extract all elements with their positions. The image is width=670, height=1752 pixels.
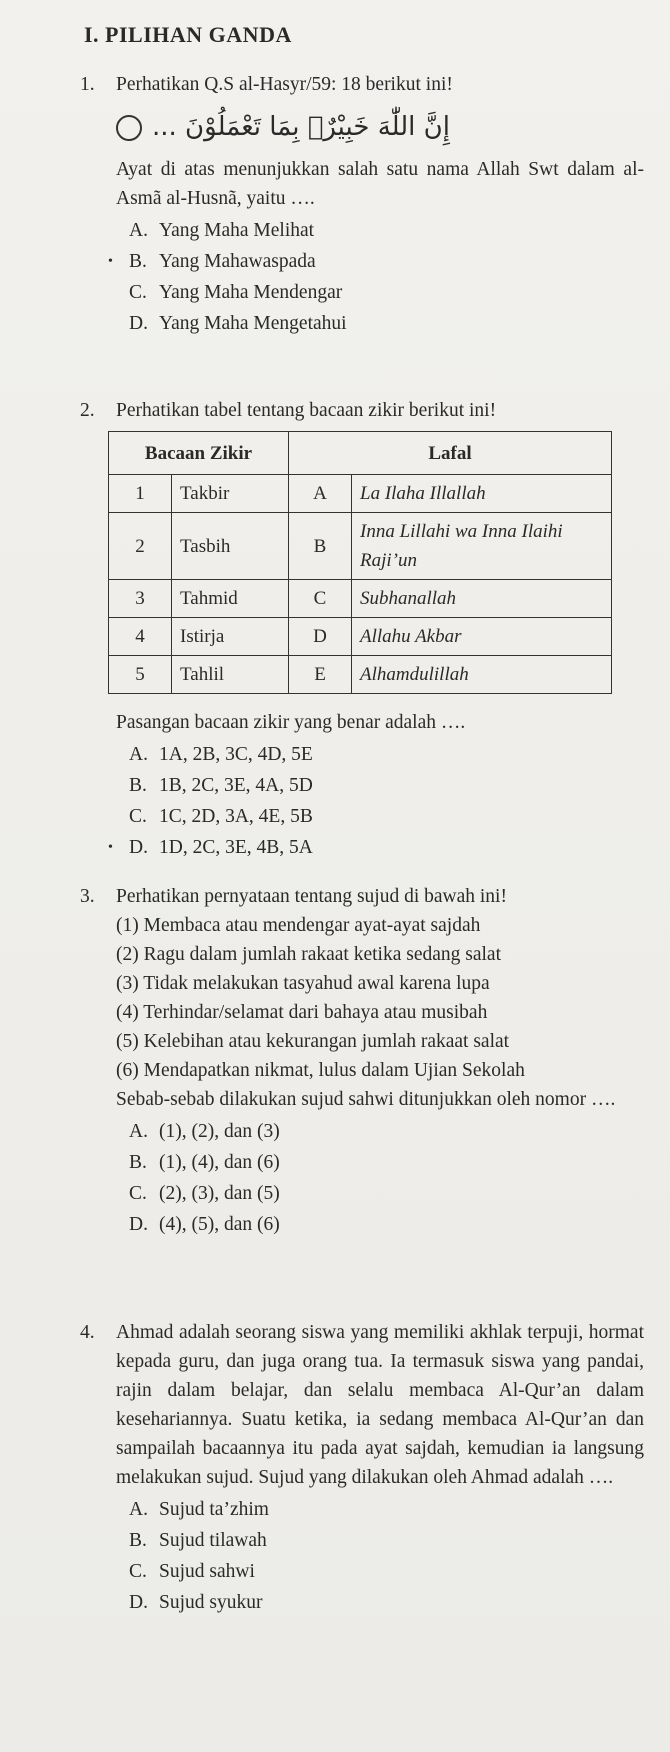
question-text: Perhatikan Q.S al-Hasyr/59: 18 berikut ini! [116,74,453,95]
option-d[interactable]: • D. 1D, 2C, 3E, 4B, 5A [116,832,644,863]
options-list [116,1116,644,1240]
option-d[interactable]: D. Sujud syukur [129,1592,263,1613]
statement-item: (5) Kelebihan atau kekurangan jumlah rakaat salat [116,1031,510,1052]
option-c[interactable]: C. 1C, 2D, 3A, 4E, 5B [129,806,313,827]
question-prompt: Sebab-sebab dilakukan sujud sahwi ditunjukkan oleh nomor …. [116,1089,616,1110]
option-c[interactable]: C. Yang Maha Mendengar [129,282,343,303]
option-b[interactable]: B. (1), (4), dan (6) [129,1152,280,1173]
statement-item: (3) Tidak melakukan tasyahud awal karena lupa [116,973,490,994]
table-row: 3 Tahmid C Subhanallah [109,580,612,618]
zikir-table [108,431,612,694]
option-a[interactable]: A. 1A, 2B, 3C, 4D, 5E [129,744,313,765]
arabic-verse [116,99,644,155]
table-header: Lafal [289,432,612,475]
section-title: I. PILIHAN GANDA [84,22,292,47]
option-c[interactable]: C. (2), (3), dan (5) [129,1183,280,1204]
statement-item: (2) Ragu dalam jumlah rakaat ketika sedang salat [116,944,501,965]
option-b[interactable]: B. 1B, 2C, 3E, 4A, 5D [129,775,313,796]
answer-mark-icon: • [108,254,113,269]
table-header-row [109,432,612,475]
options-list [108,739,644,863]
question-text: Ahmad adalah seorang siswa yang memiliki akhlak terpuji, hormat kepada guru, dan juga orang tua. Ia termasuk siswa yang pandai, rajin dalam belajar, dan selalu membaca Al-Qur’an dalam kesehariannya. Suatu ketika, ia sedang membaca Al-Qur’an dan sampailah bacaannya itu pada ayat sajdah, kemudian ia langsung melakukan sujud. Sujud yang dilakukan oleh Ahmad adalah …. [116,1322,644,1488]
statement-item: (4) Terhindar/selamat dari bahaya atau musibah [116,1002,488,1023]
circle-icon [116,115,142,141]
option-b[interactable]: • B. Yang Mahawaspada [116,246,644,277]
option-a[interactable]: A. (1), (2), dan (3) [129,1121,280,1142]
options-list [108,215,644,339]
question-prompt: Ayat di atas menunjukkan salah satu nama Allah Swt dalam al-Asmã al-Husnã, yaitu …. [116,159,644,209]
option-a[interactable]: A. Sujud ta’zhim [129,1499,269,1520]
question-number: 3. [80,886,95,907]
table-row: 5 Tahlil E Alhamdulillah [109,656,612,694]
table-row: 4 Istirja D Allahu Akbar [109,618,612,656]
option-c[interactable]: C. Sujud sahwi [129,1561,255,1582]
option-d[interactable]: D. Yang Maha Mengetahui [129,313,347,334]
option-b[interactable]: B. Sujud tilawah [129,1530,267,1551]
question-3 [80,882,644,1240]
question-2 [80,396,644,863]
option-a[interactable]: A. Yang Maha Melihat [129,220,315,241]
table-header: Bacaan Zikir [109,432,289,475]
statement-item: (6) Mendapatkan nikmat, lulus dalam Ujian Sekolah [116,1060,525,1081]
question-number: 1. [80,74,95,95]
statement-list [116,911,644,1085]
question-1 [80,70,644,339]
statement-item: (1) Membaca atau mendengar ayat-ayat sajdah [116,915,481,936]
arabic-text: إِنَّ اللّٰهَ خَبِيْرٌۢ بِمَا تَعْمَلُوْنَ ... [152,112,450,142]
question-prompt: Pasangan bacaan zikir yang benar adalah …. [116,712,466,733]
table-row: 2 Tasbih B Inna Lillahi wa Inna Ilaihi Raji’un [109,513,612,580]
option-d[interactable]: D. (4), (5), dan (6) [129,1214,280,1235]
table-row: 1 Takbir A La Ilaha Illallah [109,475,612,513]
options-list [116,1494,644,1618]
answer-mark-icon: • [108,840,113,855]
question-number: 2. [80,400,95,421]
question-text: Perhatikan pernyataan tentang sujud di bawah ini! [116,886,507,907]
question-text: Perhatikan tabel tentang bacaan zikir berikut ini! [116,400,497,421]
question-number: 4. [80,1322,95,1343]
question-4 [80,1318,644,1618]
